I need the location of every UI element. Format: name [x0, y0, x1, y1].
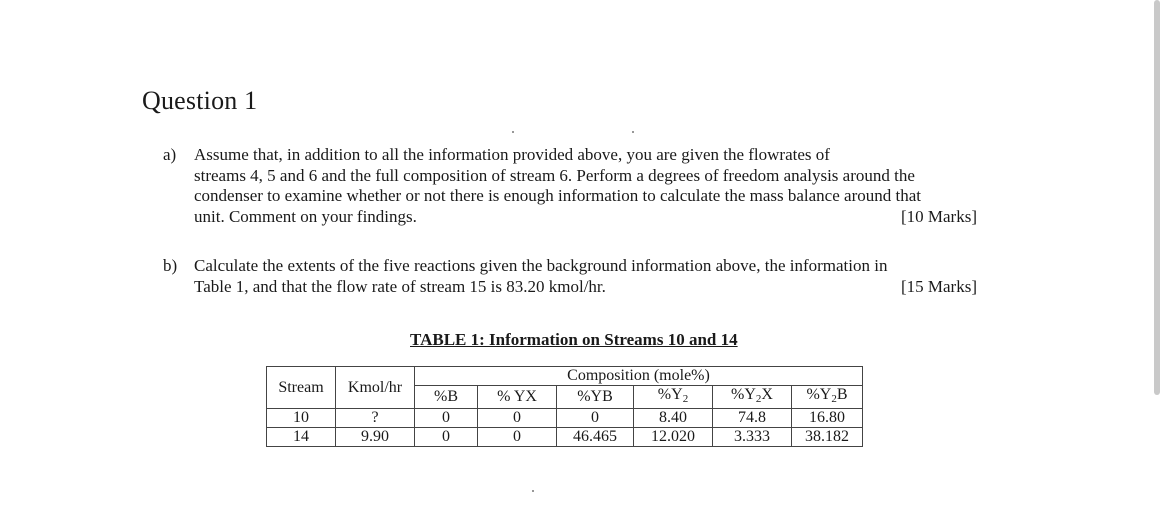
component-suffix: X	[761, 386, 773, 403]
part-b-line: Calculate the extents of the five reactions given the background information above, the information in	[194, 256, 888, 275]
header-component	[792, 386, 863, 409]
header-component	[557, 386, 634, 409]
cell-value: 12.020	[634, 428, 713, 447]
header-stream: Stream	[267, 367, 336, 409]
cell-value: 0	[478, 428, 557, 447]
question-title: Question 1	[142, 86, 258, 115]
cell-stream: 14	[267, 428, 336, 447]
scan-speck	[512, 131, 514, 133]
component-subscript: 2	[755, 393, 762, 405]
component-label: %Y	[657, 386, 683, 403]
header-component	[713, 386, 792, 409]
part-b-letter: b)	[163, 256, 178, 275]
part-a-line: streams 4, 5 and 6 and the full composition of stream 6. Perform a degrees of freedom analysis around the	[194, 165, 915, 185]
part-b-line-text: Table 1, and that the flow rate of stream 15 is 83.20 kmol/hr.	[194, 276, 606, 296]
header-kmol: Kmol/hr	[336, 367, 415, 409]
part-a-letter: a)	[163, 145, 177, 164]
cell-value: 3.333	[713, 428, 792, 447]
part-b-line	[194, 277, 1009, 298]
cell-value: 38.182	[792, 428, 863, 447]
cell-stream: 10	[267, 409, 336, 428]
vertical-scrollbar[interactable]	[1154, 0, 1160, 395]
cell-kmol: ?	[336, 409, 415, 428]
component-suffix: B	[836, 386, 848, 403]
scan-speck	[632, 131, 634, 133]
part-b-text	[194, 256, 1009, 297]
component-subscript: 2	[682, 393, 689, 405]
cell-value: 8.40	[634, 409, 713, 428]
scan-speck	[532, 490, 534, 492]
component-label: %YB	[577, 388, 613, 405]
header-component	[478, 386, 557, 409]
component-label: %B	[434, 388, 458, 405]
table-title: TABLE 1: Information on Streams 10 and 14	[410, 330, 738, 349]
streams-table	[266, 366, 863, 447]
part-a-line	[194, 207, 1009, 228]
cell-value: 46.465	[557, 428, 634, 447]
cell-value: 16.80	[792, 409, 863, 428]
header-component	[634, 386, 713, 409]
header-component	[415, 386, 478, 409]
part-a-line: Assume that, in addition to all the information provided above, you are given the flowrates of	[194, 145, 830, 164]
cell-value: 0	[415, 428, 478, 447]
part-b-marks: [15 Marks]	[900, 276, 977, 296]
component-subscript: 2	[831, 393, 837, 405]
table-row	[267, 428, 863, 447]
component-label: %Y	[806, 386, 832, 403]
cell-value: 0	[415, 409, 478, 428]
component-label: %Y	[731, 386, 756, 403]
header-composition: Composition (mole%)	[415, 367, 863, 386]
part-a-marks: [10 Marks]	[900, 206, 977, 226]
cell-value: 0	[557, 409, 634, 428]
table-header-row	[267, 367, 863, 386]
component-label: % YX	[497, 388, 537, 405]
table-row	[267, 409, 863, 428]
part-a-line-text: unit. Comment on your findings.	[194, 206, 417, 226]
part-a-line: condenser to examine whether or not there is enough information to calculate the mass balance around that	[194, 186, 921, 205]
part-a-text	[194, 145, 1009, 227]
cell-kmol: 9.90	[336, 428, 415, 447]
cell-value: 0	[478, 409, 557, 428]
cell-value: 74.8	[713, 409, 792, 428]
